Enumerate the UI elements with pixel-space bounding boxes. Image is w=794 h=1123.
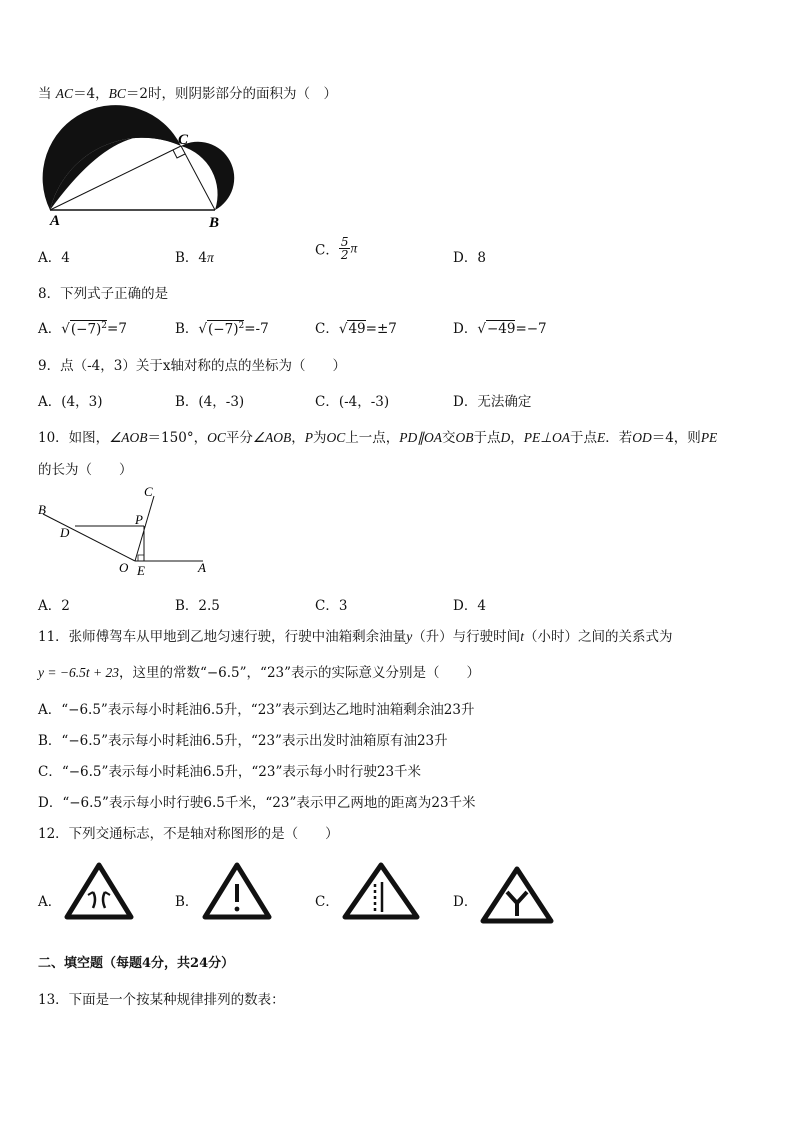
q12-sign-a-icon — [64, 862, 134, 920]
q10-option-a[interactable]: A．2 — [38, 598, 70, 614]
q7-figure — [38, 103, 248, 233]
q7-option-a[interactable]: A．4 — [38, 250, 70, 266]
q7-option-b[interactable]: B．4π — [175, 250, 214, 266]
q10-label-a: A — [198, 560, 206, 575]
q12-option-b[interactable]: B． — [175, 894, 199, 910]
q8-stem: 8．下列式子正确的是 — [38, 286, 169, 302]
q10-label-e: E — [137, 563, 145, 578]
q12-sign-d-icon — [480, 866, 554, 924]
q10-label-o: O — [119, 560, 129, 575]
q10-label-p: P — [135, 512, 143, 527]
q10-figure — [38, 484, 213, 579]
q12-sign-c-icon — [342, 862, 420, 920]
section-title: 二、填空题（每题4分，共24分） — [38, 956, 235, 971]
q10-option-c[interactable]: C．3 — [315, 598, 348, 614]
q9-stem: 9．点（-4，3）关于x轴对称的点的坐标为（ ） — [38, 358, 346, 374]
q9-option-d[interactable]: D．无法确定 — [453, 394, 532, 410]
q9-option-b[interactable]: B．(4，-3) — [175, 394, 245, 410]
q8-option-b[interactable]: B．$√(-7)^2=-7$ — [175, 320, 269, 337]
q11-stem-line2: y = −6.5t + 23，这里的常数“−6.5”，“23”表示的实际意义分别是（ ） — [38, 665, 481, 681]
q11-option-c[interactable]: C．“−6.5”表示每小时耗油6.5升，“23”表示每小时行驶23千米 — [38, 764, 422, 780]
q10-label-d: D — [60, 525, 70, 540]
q12-option-d[interactable]: D． — [453, 894, 478, 910]
q10-stem-line1: 10．如图，∠AOB＝150°，OC平分∠AOB，P为OC上一点，PD∥OA交OB于点D，PE⊥OA于点E．若OD＝4，则PE — [38, 430, 718, 446]
q10-label-b: B — [38, 502, 46, 517]
q11-option-b[interactable]: B．“−6.5”表示每小时耗油6.5升，“23”表示出发时油箱原有油23升 — [38, 733, 448, 749]
q12-option-c[interactable]: C． — [315, 894, 339, 910]
q11-option-a[interactable]: A．“−6.5”表示每小时耗油6.5升，“23”表示到达乙地时油箱剩余油23升 — [38, 702, 475, 718]
q10-option-d[interactable]: D．4 — [453, 598, 486, 614]
q12-sign-b-icon — [202, 862, 272, 920]
q7-label-b: B — [209, 215, 220, 231]
q8-option-a[interactable]: A．$√(-7)^2=7$ — [38, 320, 127, 337]
q7-stem: 当 AC＝4，BC＝2时，则阴影部分的面积为（ ） — [38, 86, 338, 102]
q7-option-d[interactable]: D．8 — [453, 250, 486, 266]
q12-option-a[interactable]: A． — [38, 894, 62, 910]
q10-option-b[interactable]: B．2.5 — [175, 598, 220, 614]
q7-label-c: C — [178, 132, 189, 148]
q8-option-c[interactable]: C．√49=±7 — [315, 321, 397, 337]
q11-stem-line1: 11．张师傅驾车从甲地到乙地匀速行驶，行驶中油箱剩余油量y（升）与行驶时间t（小时）之间的关系式为 — [38, 629, 673, 645]
q9-option-c[interactable]: C．(-4，-3) — [315, 394, 390, 410]
q13-stem: 13．下面是一个按某种规律排列的数表： — [38, 992, 285, 1008]
q10-label-c: C — [144, 484, 153, 499]
q7-label-a: A — [50, 213, 61, 229]
q11-option-d[interactable]: D．“−6.5”表示每小时行驶6.5千米，“23”表示甲乙两地的距离为23千米 — [38, 795, 476, 811]
q7-option-c[interactable]: C． $\frac{5}{2}$ π — [315, 235, 358, 262]
q8-option-d[interactable]: D．√−49=−7 — [453, 321, 547, 337]
q9-option-a[interactable]: A．(4，3) — [38, 394, 103, 410]
q10-stem-line2: 的长为（ ） — [38, 462, 133, 478]
q12-stem: 12．下列交通标志，不是轴对称图形的是（ ） — [38, 826, 339, 842]
